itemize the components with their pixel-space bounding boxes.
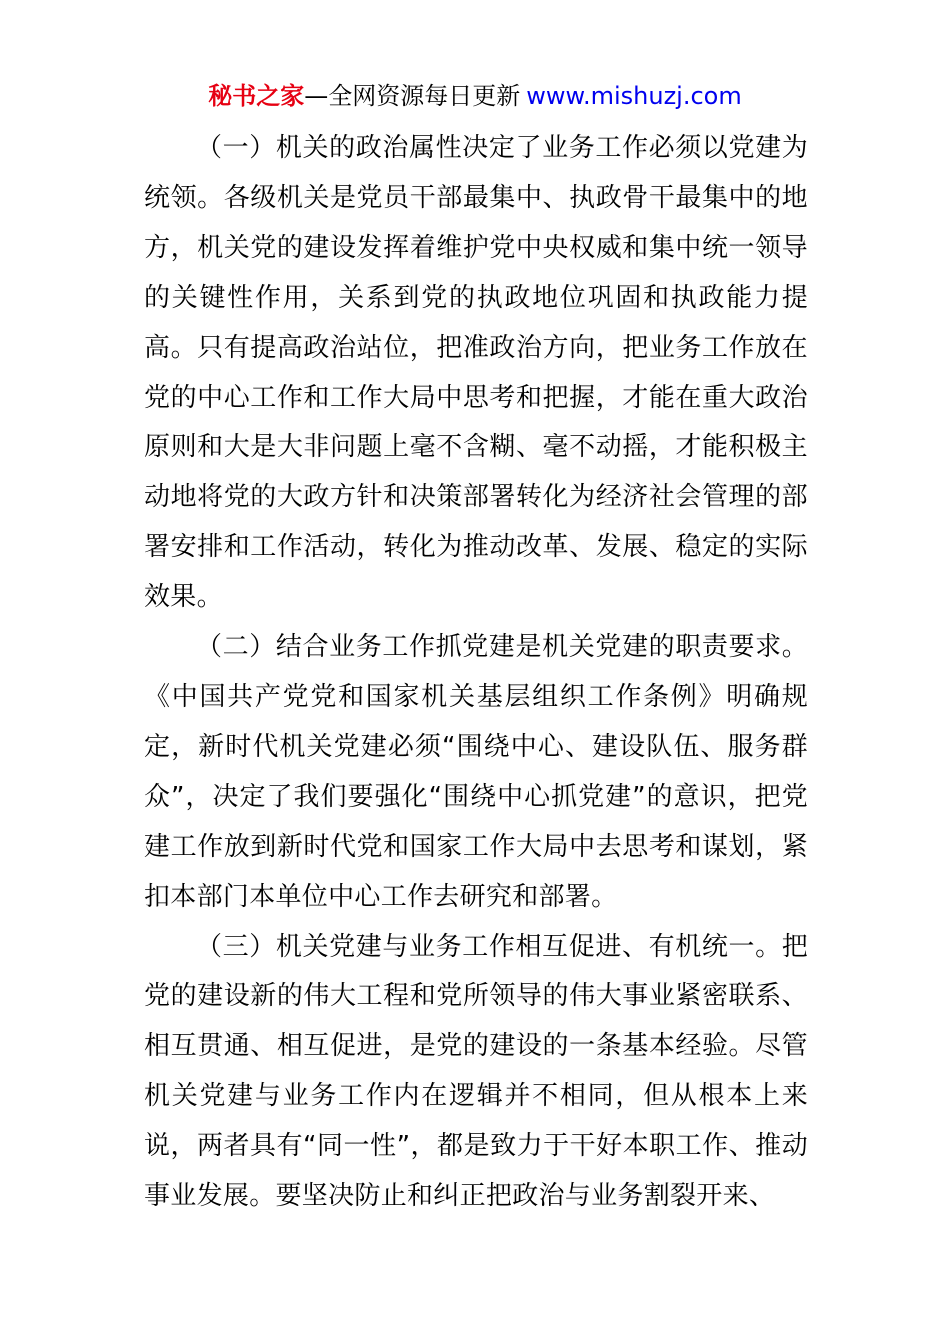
site-url-link[interactable]: www.mishuzj.com: [526, 82, 742, 110]
paragraph-line: 方，机关党的建设发挥着维护党中央权威和集中统一领导: [144, 232, 808, 263]
paragraph-line: 署安排和工作活动，转化为推动改革、发展、稳定的实际: [144, 532, 808, 563]
paragraph-line: 效果。: [144, 582, 223, 613]
paragraph-2: [144, 623, 808, 922]
paragraph-line: 的关键性作用，关系到党的执政地位巩固和执政能力提: [144, 282, 808, 313]
paragraph-line: 统领。各级机关是党员干部最集中、执政骨干最集中的地: [144, 182, 808, 213]
article-body: [144, 124, 808, 1222]
paragraph-line: 紧扣本部门本单位中心工作去研究和部署。: [144, 831, 808, 912]
paragraph-line: 党的建设新的伟大工程和党所领导的伟大事业紧密联系、: [144, 981, 808, 1012]
paragraph-line: 党的中心工作和工作大局中思考和把握，才能在重大政治: [144, 382, 808, 413]
paragraph-3: [144, 923, 808, 1222]
paragraph-line: 党建工作放到新时代党和国家工作大局中去思考和谋划，: [144, 781, 808, 862]
header-tagline: —全网资源每日更新: [304, 82, 521, 110]
paragraph-line: （三）机关党建与业务工作相互促进、有机统一。把: [196, 931, 808, 962]
paragraph-line: 定，新时代机关党建必须“围绕中心、建设队伍、服务群: [144, 731, 808, 762]
brand-name: 秘书之家: [208, 82, 305, 110]
paragraph-line: 说，两者具有“同一性”，都是致力于干好本职工作、推: [144, 1131, 782, 1162]
paragraph-line: 原则和大是大非问题上毫不含糊、毫不动摇，才能积极主: [144, 432, 808, 463]
paragraph-line: 动地将党的大政方针和决策部署转化为经济社会管理的部: [144, 482, 808, 513]
paragraph-line: 《中国共产党党和国家机关基层组织工作条例》明确规: [144, 681, 808, 712]
paragraph-1: [144, 124, 808, 623]
page-header: [0, 80, 950, 112]
paragraph-line: 机关党建与业务工作内在逻辑并不相同，但从根本上来: [144, 1081, 808, 1112]
paragraph-line: 众”，决定了我们要强化“围绕中心抓党建”的意识，把: [144, 781, 782, 812]
paragraph-line: 相互贯通、相互促进，是党的建设的一条基本经验。尽管: [144, 1031, 808, 1062]
paragraph-line: （二）结合业务工作抓党建是机关党建的职责要求。: [196, 632, 808, 663]
paragraph-line: （一）机关的政治属性决定了业务工作必须以党建为: [196, 133, 808, 163]
paragraph-line: 高。只有提高政治站位，把准政治方向，把业务工作放在: [144, 332, 808, 363]
paragraph-line: 动事业发展。要坚决防止和纠正把政治与业务割裂开来、: [144, 1131, 808, 1212]
